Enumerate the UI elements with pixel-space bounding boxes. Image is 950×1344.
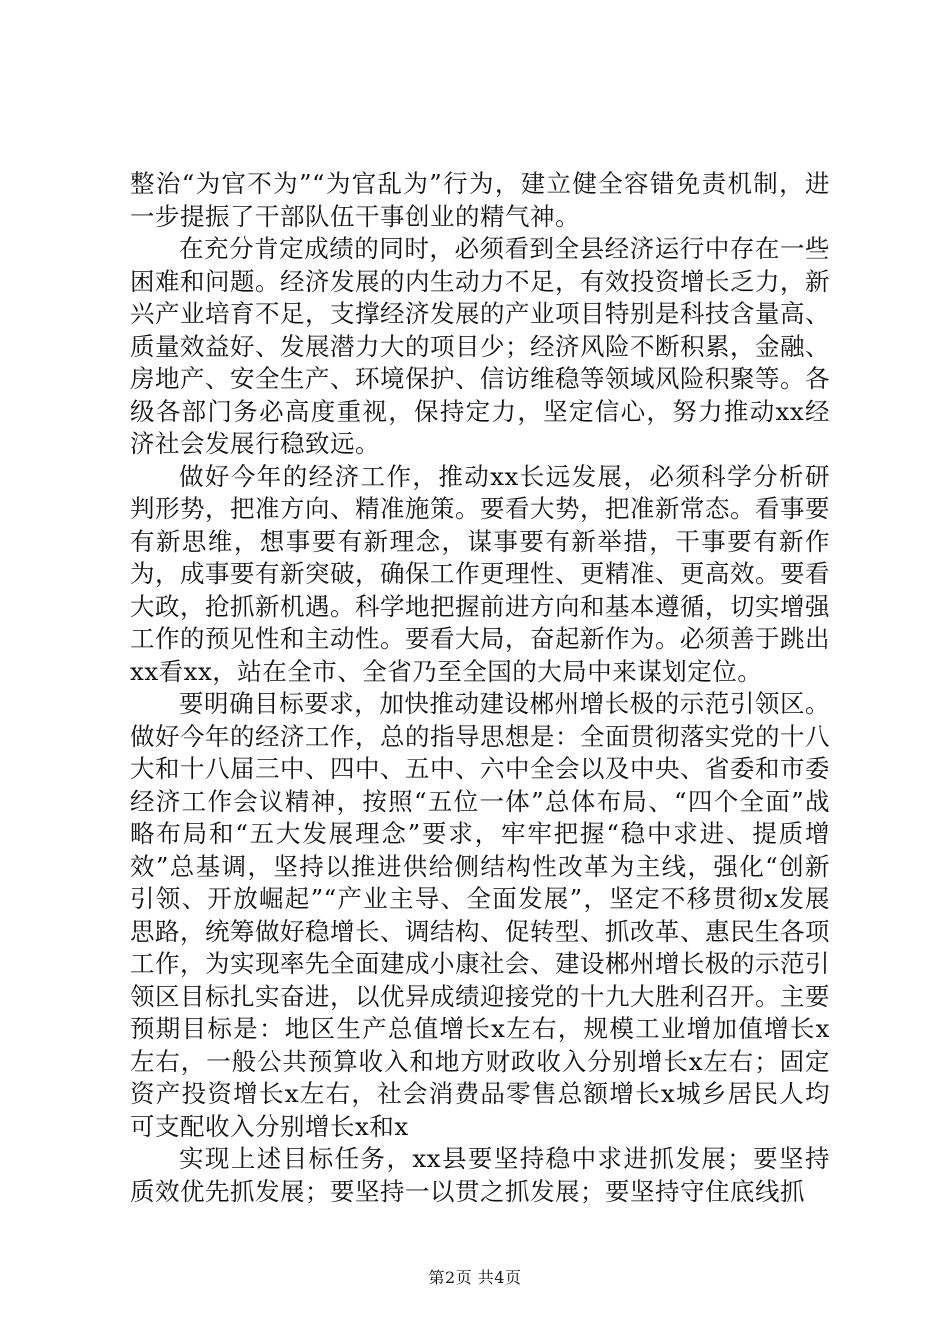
paragraph-2: 在充分肯定成绩的同时，必须看到全县经济运行中存在一些困难和问题。经济发展的内生动力不足，有效投资增长乏力，新兴产业培育不足，支撑经济发展的产业项目特别是科技含量高、质量效益好、发展潜力大的项目少；经济风险不断积累，金融、房地产、安全生产、环境保护、信访维稳等领域风险积聚等。各级各部门务必高度重视，保持定力，坚定信心，努力推动xx经济社会发展行稳致远。 bbox=[130, 234, 830, 458]
paragraph-5: 实现上述目标任务，xx县要坚持稳中求进抓发展；要坚持质效优先抓发展；要坚持一以贯之抓发展；要坚持守住底线抓 bbox=[130, 1144, 830, 1206]
page-footer: 第2页 共4页 bbox=[428, 1268, 522, 1287]
document-body bbox=[130, 168, 830, 1208]
paragraph-3: 做好今年的经济工作，推动xx长远发展，必须科学分析研判形势，把准方向、精准施策。要看大势，把准新常态。看事要有新思维，想事要有新理念，谋事要有新举措，干事要有新作为，成事要有新突破，确保工作更理性、更精准、更高效。要看大政，抢抓新机遇。科学地把握前进方向和基本遵循，切实增强工作的预见性和主动性。要看大局，奋起新作为。必须善于跳出xx看xx，站在全市、全省乃至全国的大局中来谋划定位。 bbox=[130, 461, 830, 686]
paragraph-4: 要明确目标要求，加快推动建设郴州增长极的示范引领区。做好今年的经济工作，总的指导思想是：全面贯彻落实党的十八大和十八届三中、四中、五中、六中全会以及中央、省委和市委经济工作会议精神，按照“五位一体”总体布局、“四个全面”战略布局和“五大发展理念”要求，牢牢把握“稳中求进、提质增效”总基调，坚持以推进供给侧结构性改革为主线，强化“创新引领、开放崛起”“产业主导、全面发展”，坚定不移贯彻x发展思路，统筹做好稳增长、调结构、促转型、抓改革、惠民生各项工作，为实现率先全面建成小康社会、建设郴州增长极的示范引领区目标扎实奋进，以优异成绩迎接党的十九大胜利召开。主要预期目标是：地区生产总值增长x左右，规模工业增加值增长x左右，一般公共预算收入和地方财政收入分别增长x左右；固定资产投资增长x左右，社会消费品零售总额增长x城乡居民人均可支配收入分别增长x和x bbox=[130, 689, 830, 1141]
paragraph-1: 整治“为官不为”“为官乱为”行为，建立健全容错免责机制，进一步提振了干部队伍干事创业的精气神。 bbox=[130, 169, 830, 231]
